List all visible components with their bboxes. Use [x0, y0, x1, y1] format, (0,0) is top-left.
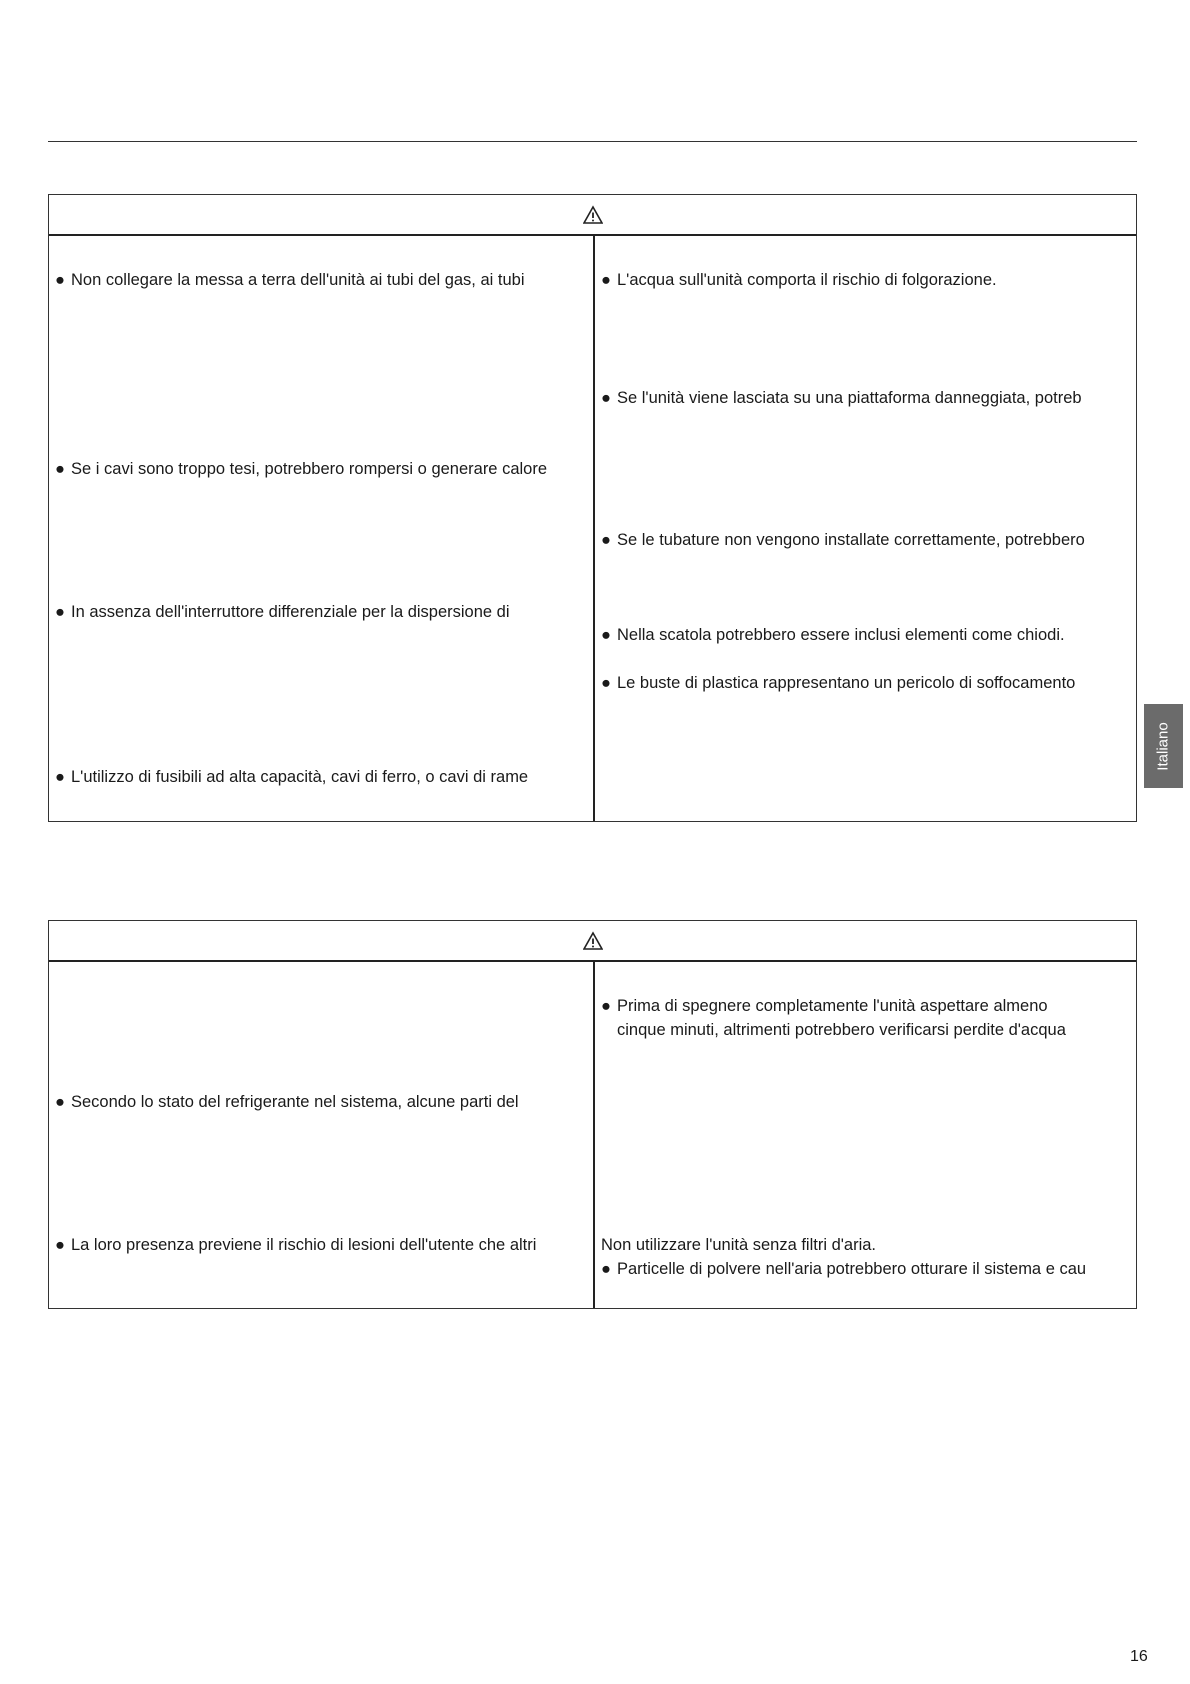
- list-item: [601, 386, 1082, 410]
- bullet: ●: [601, 1260, 611, 1278]
- top-divider: [48, 141, 1137, 142]
- warning-panel-2: [48, 920, 1137, 1309]
- list-item: [601, 528, 1085, 552]
- bullet: ●: [55, 460, 65, 478]
- warning-panel-1: [48, 194, 1137, 822]
- warning-triangle-icon: [583, 931, 603, 951]
- item-text: cinque minuti, altrimenti potrebbero verificarsi perdite d'acqua: [617, 1021, 1066, 1039]
- item-text: L'utilizzo di fusibili ad alta capacità, cavi di ferro, o cavi di rame: [71, 768, 529, 786]
- item-text: Particelle di polvere nell'aria potrebbero otturare il sistema e cau: [617, 1260, 1087, 1278]
- bullet: ●: [55, 603, 65, 621]
- item-text: Prima di spegnere completamente l'unità aspettare almeno: [617, 997, 1048, 1015]
- item-text: Se l'unità viene lasciata su una piattaforma danneggiata, potreb: [617, 389, 1082, 407]
- bullet: ●: [55, 1236, 65, 1254]
- item-text: Non utilizzare l'unità senza filtri d'aria.: [601, 1236, 877, 1254]
- item-text: In assenza dell'interruttore differenziale per la dispersione di: [71, 603, 510, 621]
- page-number: 16: [1130, 1648, 1148, 1665]
- item-text: Se le tubature non vengono installate correttamente, potrebbero: [617, 531, 1085, 549]
- list-item: [601, 671, 1075, 695]
- bullet: ●: [55, 1093, 65, 1111]
- section-heading: [601, 1233, 876, 1257]
- bullet: ●: [601, 626, 611, 644]
- bullet: ●: [55, 271, 65, 289]
- list-item: [601, 1257, 1086, 1281]
- bullet: ●: [55, 768, 65, 786]
- bullet: ●: [601, 531, 611, 549]
- item-text: L'acqua sull'unità comporta il rischio di folgorazione.: [617, 271, 997, 289]
- list-item: [55, 765, 528, 789]
- list-item: [601, 994, 1048, 1018]
- item-text: Secondo lo stato del refrigerante nel sistema, alcune parti del: [71, 1093, 519, 1111]
- bullet: ●: [601, 389, 611, 407]
- bullet: ●: [601, 997, 611, 1015]
- bullet: ●: [601, 674, 611, 692]
- item-text: Le buste di plastica rappresentano un pericolo di soffocamento: [617, 674, 1076, 692]
- list-item: [55, 600, 510, 624]
- bullet: ●: [601, 271, 611, 289]
- item-text: Non collegare la messa a terra dell'unità ai tubi del gas, ai tubi: [71, 271, 525, 289]
- language-tab: [1144, 704, 1183, 788]
- list-item: [601, 268, 997, 292]
- language-tab-label: Italiano: [1155, 721, 1172, 771]
- list-item: [55, 457, 547, 481]
- list-item: [601, 623, 1065, 647]
- list-item: [55, 1233, 536, 1257]
- item-text: La loro presenza previene il rischio di lesioni dell'utente che altri: [71, 1236, 537, 1254]
- item-text: Nella scatola potrebbero essere inclusi elementi come chiodi.: [617, 626, 1065, 644]
- list-item: [55, 268, 525, 292]
- column-divider: [593, 962, 595, 1308]
- warning-panel-header: [49, 195, 1136, 236]
- item-text: Se i cavi sono troppo tesi, potrebbero rompersi o generare calore: [71, 460, 548, 478]
- warning-panel-header: [49, 921, 1136, 962]
- column-divider: [593, 236, 595, 821]
- warning-triangle-icon: [583, 205, 603, 225]
- list-item-continuation: [601, 1018, 1066, 1042]
- list-item: [55, 1090, 519, 1114]
